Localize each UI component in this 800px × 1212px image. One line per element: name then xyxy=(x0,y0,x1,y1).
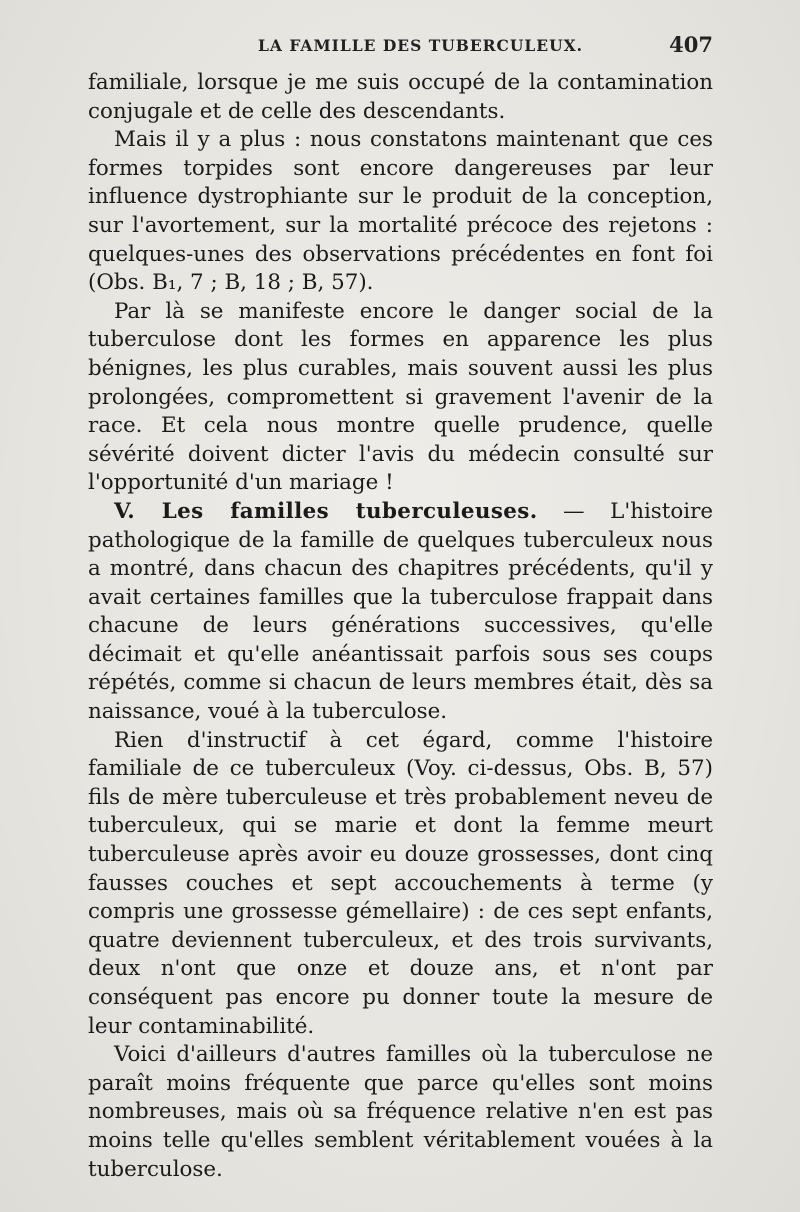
page-number: 407 xyxy=(669,32,713,57)
paragraph: Par là se manifeste encore le danger social de la tuberculose dont les formes en apparence les plus bénignes, les plus curables, mais souvent aussi les plus prolongées, compromettent si gravement l'avenir de la race. Et cela nous montre quelle prudence, quelle sévérité doivent dicter l'avis du médecin consulté sur l'opportunité d'un mariage ! xyxy=(88,298,713,496)
running-head: LA FAMILLE DES TUBERCULEUX. xyxy=(258,36,584,55)
page-header xyxy=(88,32,713,60)
section-heading: V. Les familles tuberculeuses. xyxy=(114,498,538,524)
section-dash: — xyxy=(537,498,611,524)
paragraph-continued: familiale, lorsque je me suis occupé de la contamination conjugale et de celle des descendants. xyxy=(88,70,713,124)
page-body xyxy=(88,69,713,1184)
paragraph: Mais il y a plus : nous constatons maintenant que ces formes torpides sont encore dangereuses par leur influence dystrophiante sur le produit de la conception, sur l'avortement, sur la mortalité précoce des rejetons : quelques-unes des observations précédentes en font foi (Obs. B₁, 7 ; B, 18 ; B, 57). xyxy=(88,127,713,296)
section-paragraph xyxy=(88,498,713,727)
paragraph: Rien d'instructif à cet égard, comme l'histoire familiale de ce tuberculeux (Voy. ci-dessus, Obs. B, 57) fils de mère tuberculeuse et très probablement neveu de tuberculeux, qui se marie et dont la femme meurt tuberculeuse après avoir eu douze grossesses, dont cinq fausses couches et sept accouchements à terme (y compris une grossesse gémellaire) : de ces sept enfants, quatre deviennent tuberculeux, et des trois survivants, deux n'ont que onze et douze ans, et n'ont par conséquent pas encore pu donner toute la mesure de leur contaminabilité. xyxy=(88,727,713,1039)
section-text: L'histoire pathologique de la famille de quelques tuberculeux nous a montré, dans chacun des chapitres précédents, qu'il y avait certaines familles que la tuberculose frappait dans chacune de leurs générations successives, qu'elle décimait et qu'elle anéantissait parfois sous ses coups répétés, comme si chacun de leurs membres était, dès sa naissance, voué à la tuberculose. xyxy=(88,498,713,725)
paragraph: Voici d'ailleurs d'autres familles où la tuberculose ne paraît moins fréquente que parce qu'elles sont moins nombreuses, mais où sa fréquence relative n'en est pas moins telle qu'elles semblent véritablement vouées à la tuberculose. xyxy=(88,1042,713,1182)
